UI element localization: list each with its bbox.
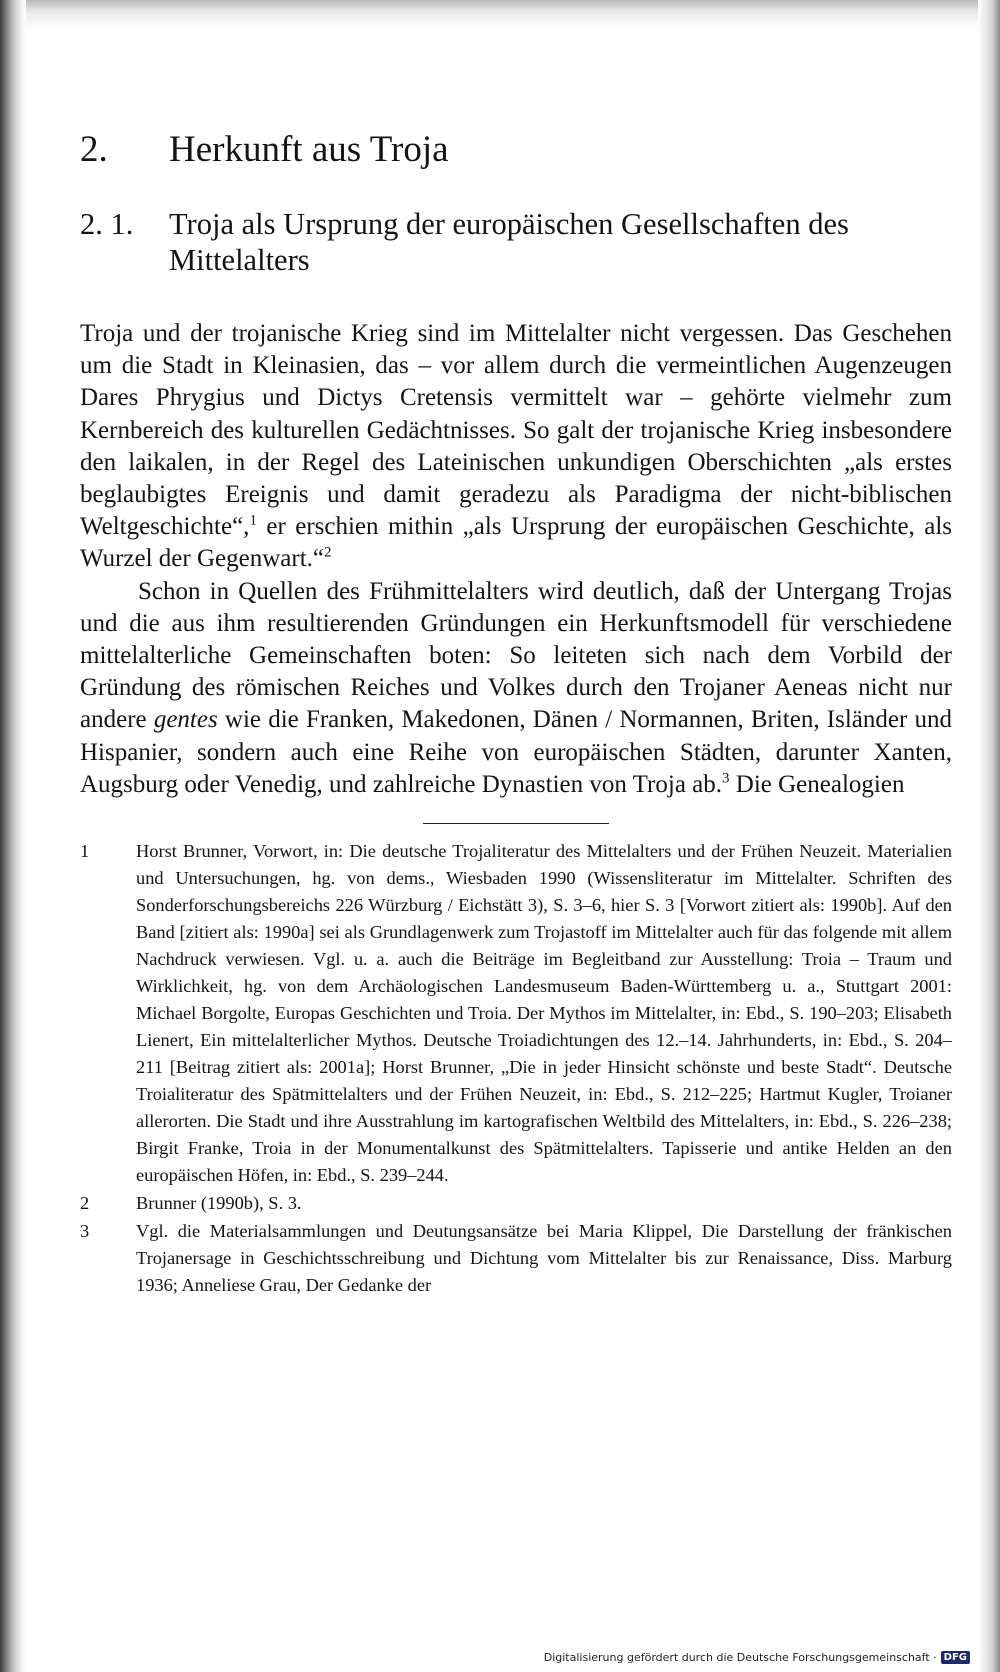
footnote-number: 3 — [80, 1221, 90, 1242]
footnote-ref-1[interactable]: 1 — [249, 512, 257, 529]
paragraph-2-text-b: wie die Franken, Makedonen, Dänen / Normannen, Briten, Isländer und Hispanier, sondern auch eine Reihe von europäischen Städten, darunter Xanten, Augsburg oder Venedig, und zahlreiche Dynastien von Troja ab. — [80, 706, 952, 798]
paragraph-1 — [80, 318, 952, 576]
footnote-1 — [80, 838, 952, 1189]
footnote-text: Vgl. die Materialsammlungen und Deutungsansätze bei Maria Klippel, Die Darstellung der fränkischen Trojanersage in Geschichtsschreibung und Dichtung vom Mittelalter bis zur Renaissance, Diss. Marburg 1936; Anneliese Grau, Der Gedanke der — [136, 1221, 952, 1296]
footnote-ref-3[interactable]: 3 — [722, 770, 730, 787]
footnote-3 — [80, 1218, 952, 1299]
footnote-separator — [423, 823, 609, 824]
paragraph-2-text-c: Die Genealogien — [729, 770, 905, 798]
footnote-text: Horst Brunner, Vorwort, in: Die deutsche Trojaliteratur des Mittelalters und der Frühen Neuzeit. Materialien und Untersuchungen, hg. von dems., Wiesbaden 1990 (Wissensliteratur im Mittelalter. Schriften des Sonderforschungsbereichs 226 Würzburg / Eichstätt 3), S. 3–6, hier S. 3 [Vorwort zitiert als: 1990b]. Auf den Band [zitiert als: 1990a] sei als Grundlagenwerk zum Trojastoff im Mittelalter auch für das folgende mit allem Nachdruck verwiesen. Vgl. u. a. auch die Beiträge im Begleitband zur Ausstellung: Troia – Traum und Wirklichkeit, hg. von dem Archäologischen Landesmuseum Baden-Württemberg u. a., Stuttgart 2001: Michael Borgolte, Europas Geschichten und Troia. Der Mythos im Mittelalter, in: Ebd., S. 190–203; Elisabeth Lienert, Ein mittelalterlicher Mythos. Deutsche Troiadichtungen des 12.–14. Jahrhunderts, in: Ebd., S. 204–211 [Beitrag zitiert als: 2001a]; Horst Brunner, „Die in jeder Hinsicht schönste und beste Stadt“. Deutsche Troialiteratur des Spätmittelalters und der Frühen Neuzeit, in: Ebd., S. 212–225; Hartmut Kugler, Troianer allerorten. Die Stadt und ihre Ausstrahlung im kartografischen Weltbild des Mittelalters, in: Ebd., S. 226–238; Birgit Franke, Troia in der Monumentalkunst des Spätmittelalters. Tapisserie und antike Helden an den europäischen Höfen, in: Ebd., S. 239–244. — [136, 841, 952, 1186]
paragraph-1-text-a: Troja und der trojanische Krieg sind im Mittelalter nicht vergessen. Das Geschehen um die Stadt in Kleinasien, das – vor allem durch die vermeintlichen Augenzeugen Dares Phrygius und Dictys Cretensis vermittelt war – gehörte vielmehr zum Kernbereich des kulturellen Gedächtnisses. So galt der trojanische Krieg insbesondere den laikalen, in der Regel des Lateinischen unkundigen Oberschichten „als erstes beglaubigtes Ereignis und damit geradezu als Paradigma der nicht-biblischen Weltgeschichte“, — [80, 320, 952, 541]
paragraph-2-text-a: Schon in Quellen des Frühmittelalters wird deutlich, daß der Untergang Trojas und die aus ihm resultierenden Gründungen ein Herkunftsmodell für verschiedene mittelalterliche Gemeinschaften boten: So leiteten sich nach dem Vorbild der Gründung des römischen Reiches und Volkes durch den Trojaner Aeneas nicht nur andere — [80, 577, 952, 734]
scan-binding-shadow — [0, 0, 26, 1672]
dfg-logo-icon: DFG — [941, 1651, 970, 1664]
section-number: 2. 1. — [80, 207, 134, 241]
scan-right-edge — [978, 0, 1000, 1672]
footnote-2 — [80, 1190, 952, 1217]
paragraph-1-text-b: er erschien mithin „als Ursprung der europäischen Geschichte, als Wurzel der Gegenwart.“ — [80, 513, 952, 573]
footnote-text: Brunner (1990b), S. 3. — [136, 1193, 302, 1214]
chapter-heading — [80, 128, 952, 182]
footnote-number: 2 — [80, 1193, 90, 1214]
digitization-credit — [544, 1651, 970, 1664]
chapter-title: Herkunft aus Troja — [169, 129, 449, 170]
footnotes — [80, 838, 952, 1299]
body-text — [80, 318, 952, 801]
footnote-ref-2[interactable]: 2 — [324, 545, 332, 562]
footnote-number: 1 — [80, 841, 90, 862]
section-heading — [80, 206, 952, 278]
section-title: Troja als Ursprung der europäischen Gesellschaften des Mittelalters — [169, 207, 849, 277]
scan-top-edge — [26, 0, 1000, 30]
paragraph-2-italic: gentes — [153, 706, 218, 734]
chapter-number: 2. — [80, 129, 108, 170]
page-content — [80, 128, 952, 1299]
credit-text: Digitalisierung gefördert durch die Deutsche Forschungsgemeinschaft · — [543, 1651, 937, 1664]
paragraph-2 — [80, 576, 952, 801]
